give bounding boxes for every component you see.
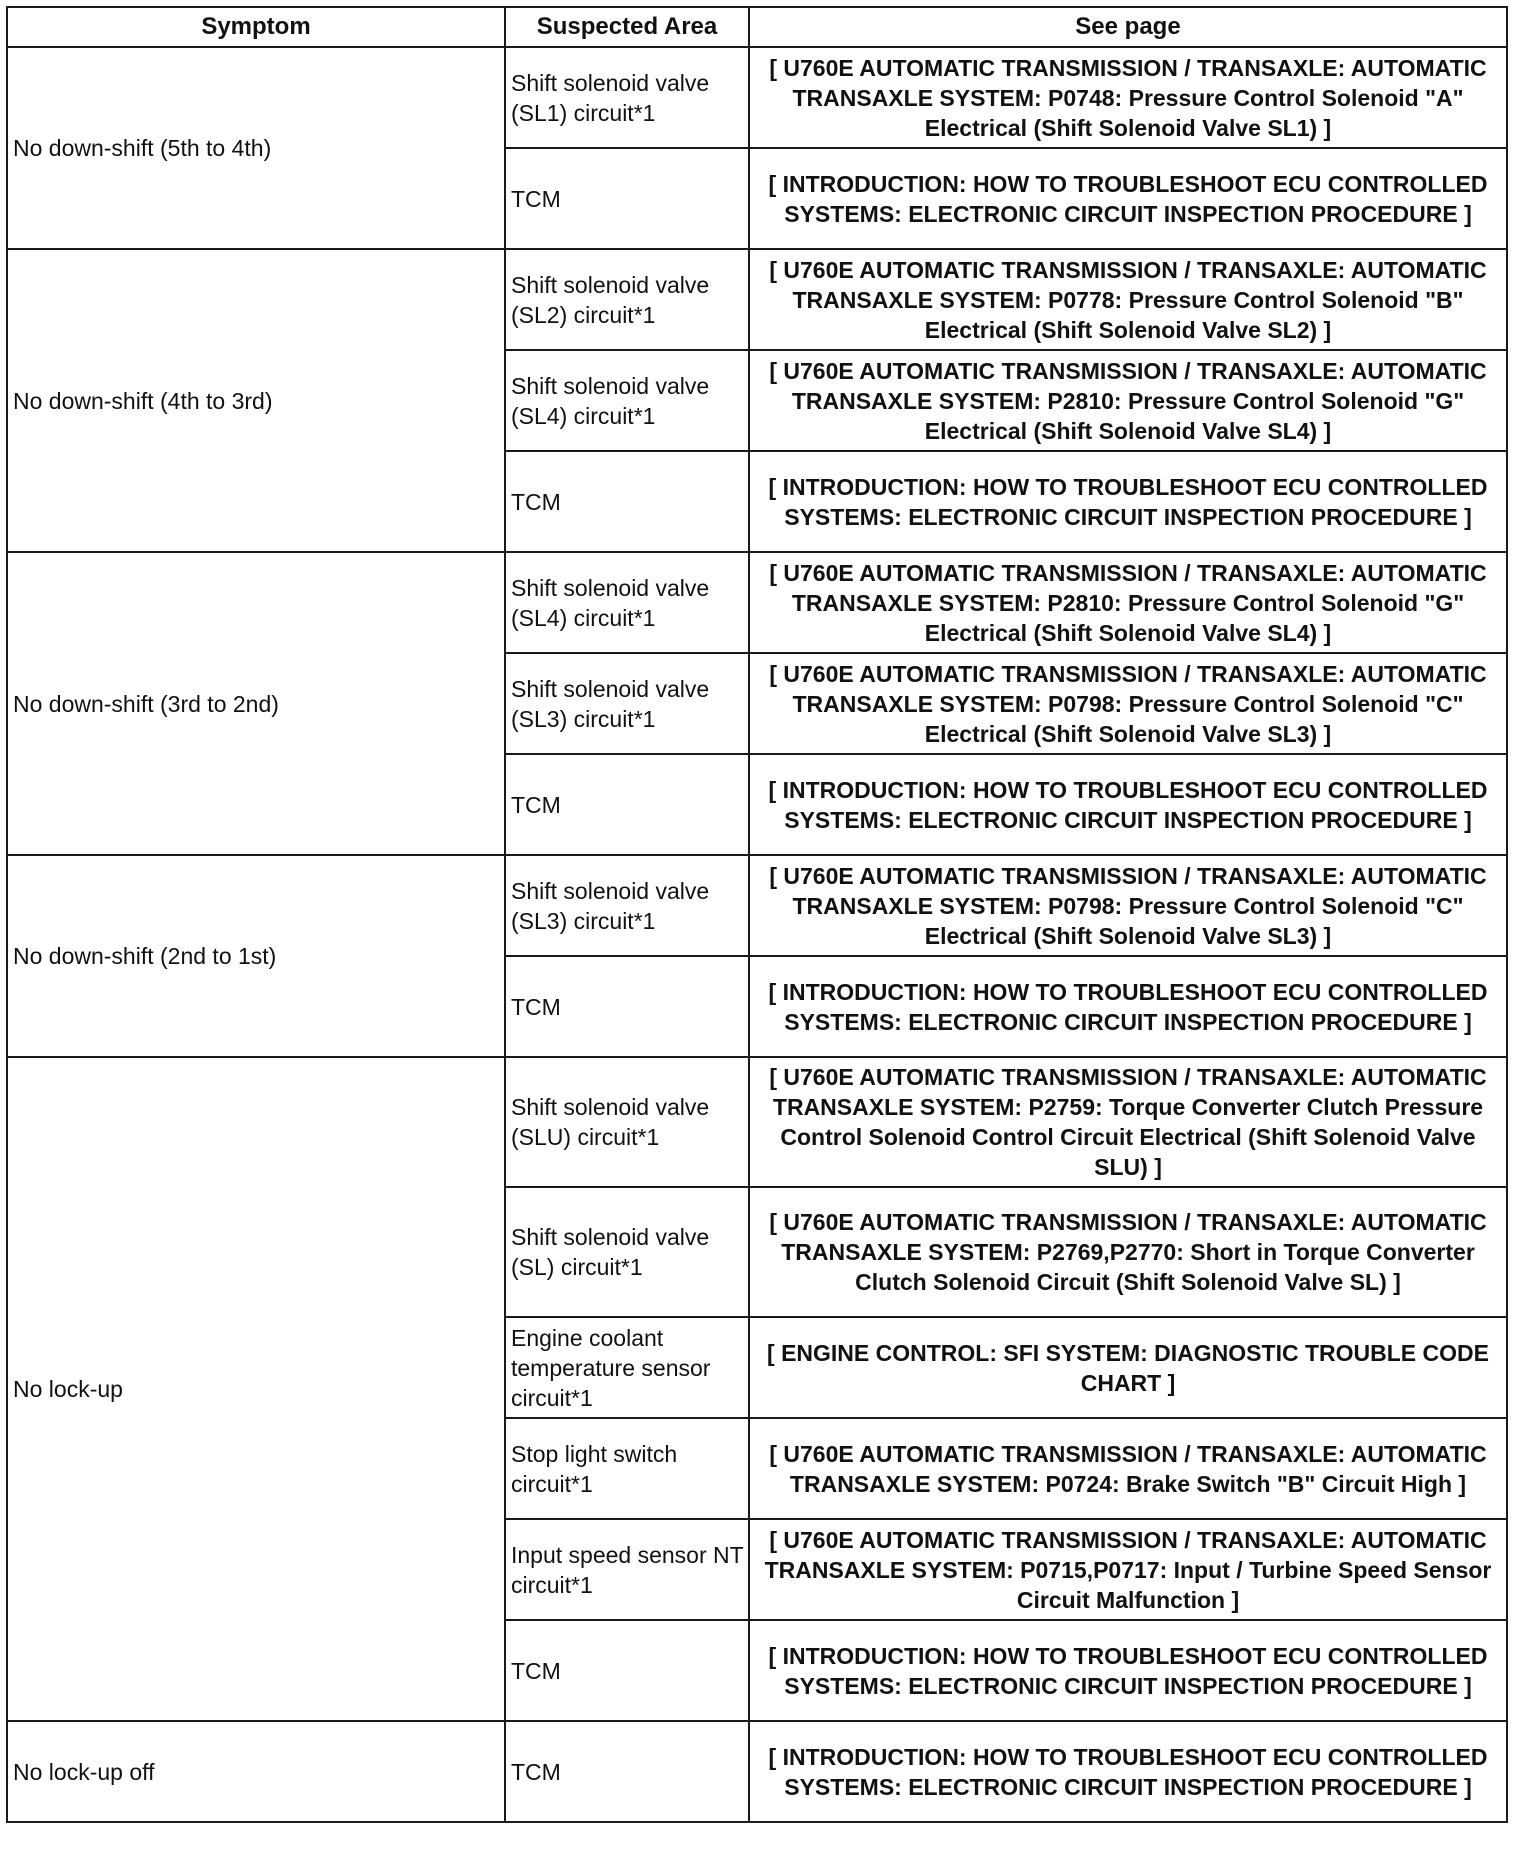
table-row <box>7 1057 1507 1187</box>
troubleshooting-table <box>6 6 1508 1823</box>
suspected-area-cell: TCM <box>505 451 749 552</box>
see-page-link[interactable]: [ INTRODUCTION: HOW TO TROUBLESHOOT ECU CONTROLLED SYSTEMS: ELECTRONIC CIRCUIT INSPECTION PROCEDURE ] <box>749 754 1507 855</box>
suspected-area-cell: TCM <box>505 1721 749 1822</box>
see-page-link[interactable]: [ U760E AUTOMATIC TRANSMISSION / TRANSAXLE: AUTOMATIC TRANSAXLE SYSTEM: P0778: Pressure Control Solenoid "B" Electrical (Shift Solenoid Valve SL2) ] <box>749 249 1507 350</box>
see-page-link[interactable]: [ U760E AUTOMATIC TRANSMISSION / TRANSAXLE: AUTOMATIC TRANSAXLE SYSTEM: P0748: Pressure Control Solenoid "A" Electrical (Shift Solenoid Valve SL1) ] <box>749 47 1507 148</box>
suspected-area-cell: Shift solenoid valve (SL3) circuit*1 <box>505 855 749 956</box>
see-page-link[interactable]: [ U760E AUTOMATIC TRANSMISSION / TRANSAXLE: AUTOMATIC TRANSAXLE SYSTEM: P2759: Torque Converter Clutch Pressure Control Solenoid Control Circuit Electrical (Shift Solenoid Valve SLU) ] <box>749 1057 1507 1187</box>
table-row <box>7 552 1507 653</box>
symptom-cell: No down-shift (3rd to 2nd) <box>7 552 505 855</box>
see-page-link[interactable]: [ U760E AUTOMATIC TRANSMISSION / TRANSAXLE: AUTOMATIC TRANSAXLE SYSTEM: P0724: Brake Switch "B" Circuit High ] <box>749 1418 1507 1519</box>
see-page-link[interactable]: [ INTRODUCTION: HOW TO TROUBLESHOOT ECU CONTROLLED SYSTEMS: ELECTRONIC CIRCUIT INSPECTION PROCEDURE ] <box>749 1721 1507 1822</box>
suspected-area-cell: TCM <box>505 956 749 1057</box>
header-see-page: See page <box>749 7 1507 47</box>
see-page-link[interactable]: [ U760E AUTOMATIC TRANSMISSION / TRANSAXLE: AUTOMATIC TRANSAXLE SYSTEM: P0798: Pressure Control Solenoid "C" Electrical (Shift Solenoid Valve SL3) ] <box>749 653 1507 754</box>
suspected-area-cell: Shift solenoid valve (SLU) circuit*1 <box>505 1057 749 1187</box>
suspected-area-cell: TCM <box>505 1620 749 1721</box>
suspected-area-cell: Engine coolant temperature sensor circuit*1 <box>505 1317 749 1418</box>
header-row <box>7 7 1507 47</box>
table-row <box>7 249 1507 350</box>
symptom-cell: No lock-up off <box>7 1721 505 1822</box>
see-page-link[interactable]: [ INTRODUCTION: HOW TO TROUBLESHOOT ECU CONTROLLED SYSTEMS: ELECTRONIC CIRCUIT INSPECTION PROCEDURE ] <box>749 148 1507 249</box>
see-page-link[interactable]: [ INTRODUCTION: HOW TO TROUBLESHOOT ECU CONTROLLED SYSTEMS: ELECTRONIC CIRCUIT INSPECTION PROCEDURE ] <box>749 1620 1507 1721</box>
suspected-area-cell: Shift solenoid valve (SL) circuit*1 <box>505 1187 749 1317</box>
table-row <box>7 47 1507 148</box>
see-page-link[interactable]: [ U760E AUTOMATIC TRANSMISSION / TRANSAXLE: AUTOMATIC TRANSAXLE SYSTEM: P0798: Pressure Control Solenoid "C" Electrical (Shift Solenoid Valve SL3) ] <box>749 855 1507 956</box>
table-row <box>7 1721 1507 1822</box>
suspected-area-cell: Shift solenoid valve (SL4) circuit*1 <box>505 350 749 451</box>
header-suspected-area: Suspected Area <box>505 7 749 47</box>
suspected-area-cell: Shift solenoid valve (SL3) circuit*1 <box>505 653 749 754</box>
see-page-link[interactable]: [ U760E AUTOMATIC TRANSMISSION / TRANSAXLE: AUTOMATIC TRANSAXLE SYSTEM: P0715,P0717: Input / Turbine Speed Sensor Circuit Malfunction ] <box>749 1519 1507 1620</box>
symptom-cell: No down-shift (2nd to 1st) <box>7 855 505 1057</box>
symptom-cell: No down-shift (5th to 4th) <box>7 47 505 249</box>
see-page-link[interactable]: [ U760E AUTOMATIC TRANSMISSION / TRANSAXLE: AUTOMATIC TRANSAXLE SYSTEM: P2810: Pressure Control Solenoid "G" Electrical (Shift Solenoid Valve SL4) ] <box>749 350 1507 451</box>
see-page-link[interactable]: [ INTRODUCTION: HOW TO TROUBLESHOOT ECU CONTROLLED SYSTEMS: ELECTRONIC CIRCUIT INSPECTION PROCEDURE ] <box>749 451 1507 552</box>
suspected-area-cell: Shift solenoid valve (SL4) circuit*1 <box>505 552 749 653</box>
see-page-link[interactable]: [ U760E AUTOMATIC TRANSMISSION / TRANSAXLE: AUTOMATIC TRANSAXLE SYSTEM: P2810: Pressure Control Solenoid "G" Electrical (Shift Solenoid Valve SL4) ] <box>749 552 1507 653</box>
suspected-area-cell: Shift solenoid valve (SL1) circuit*1 <box>505 47 749 148</box>
symptom-cell: No lock-up <box>7 1057 505 1721</box>
suspected-area-cell: Input speed sensor NT circuit*1 <box>505 1519 749 1620</box>
see-page-link[interactable]: [ ENGINE CONTROL: SFI SYSTEM: DIAGNOSTIC TROUBLE CODE CHART ] <box>749 1317 1507 1418</box>
table-row <box>7 855 1507 956</box>
symptom-cell: No down-shift (4th to 3rd) <box>7 249 505 552</box>
see-page-link[interactable]: [ INTRODUCTION: HOW TO TROUBLESHOOT ECU CONTROLLED SYSTEMS: ELECTRONIC CIRCUIT INSPECTION PROCEDURE ] <box>749 956 1507 1057</box>
suspected-area-cell: Stop light switch circuit*1 <box>505 1418 749 1519</box>
see-page-link[interactable]: [ U760E AUTOMATIC TRANSMISSION / TRANSAXLE: AUTOMATIC TRANSAXLE SYSTEM: P2769,P2770: Short in Torque Converter Clutch Solenoid Circuit (Shift Solenoid Valve SL) ] <box>749 1187 1507 1317</box>
header-symptom: Symptom <box>7 7 505 47</box>
suspected-area-cell: Shift solenoid valve (SL2) circuit*1 <box>505 249 749 350</box>
suspected-area-cell: TCM <box>505 148 749 249</box>
suspected-area-cell: TCM <box>505 754 749 855</box>
